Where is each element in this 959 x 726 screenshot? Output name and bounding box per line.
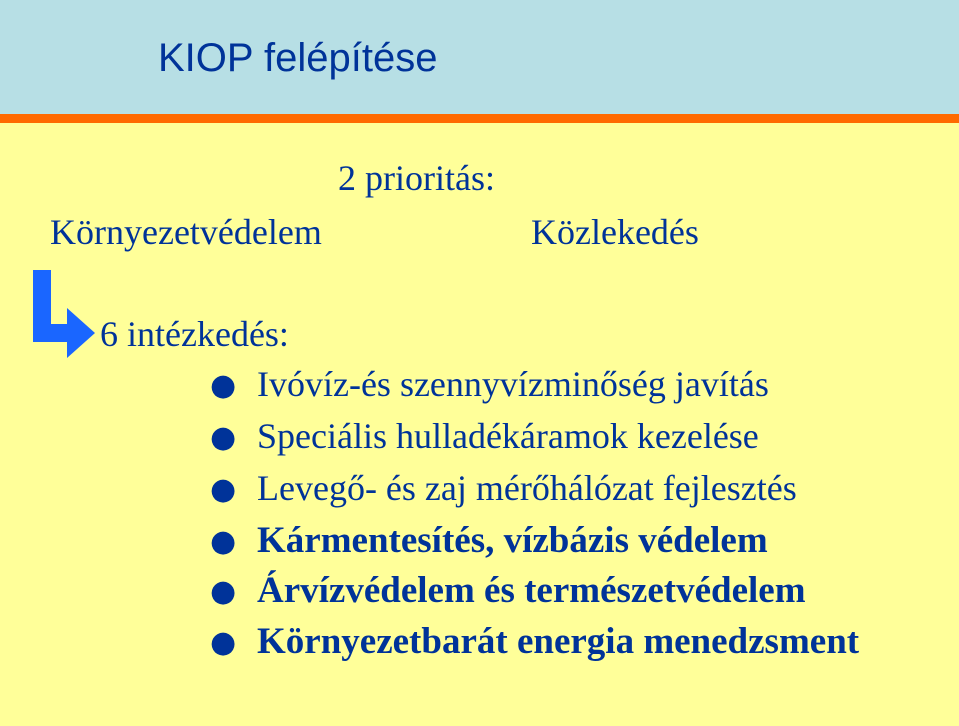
bent-arrow-right-icon [33,270,95,358]
priorities-heading: 2 prioritás: [338,158,495,198]
bullet-icon: ● [210,368,237,403]
measure-label: Levegő- és zaj mérőhálózat fejlesztés [257,468,797,508]
bullet-icon: ● [210,420,237,455]
measures-heading: 6 intézkedés: [100,314,289,354]
bullet-icon: ● [210,574,237,609]
priority-environment: Környezetvédelem [50,212,322,252]
measure-label: Környezetbarát energia menedzsment [257,621,860,662]
measure-label: Speciális hulladékáramok kezelése [257,416,759,456]
header-band [0,0,959,114]
bullet-icon: ● [210,625,237,660]
priority-transport: Közlekedés [531,212,699,252]
slide-title: KIOP felépítése [158,36,438,80]
measure-label: Ivóvíz-és szennyvízminőség javítás [257,364,769,404]
measure-label: Kármentesítés, vízbázis védelem [257,520,768,561]
bullet-icon: ● [210,472,237,507]
bullet-icon: ● [210,524,237,559]
measure-label: Árvízvédelem és természetvédelem [257,570,806,611]
header-accent-rule [0,114,959,123]
